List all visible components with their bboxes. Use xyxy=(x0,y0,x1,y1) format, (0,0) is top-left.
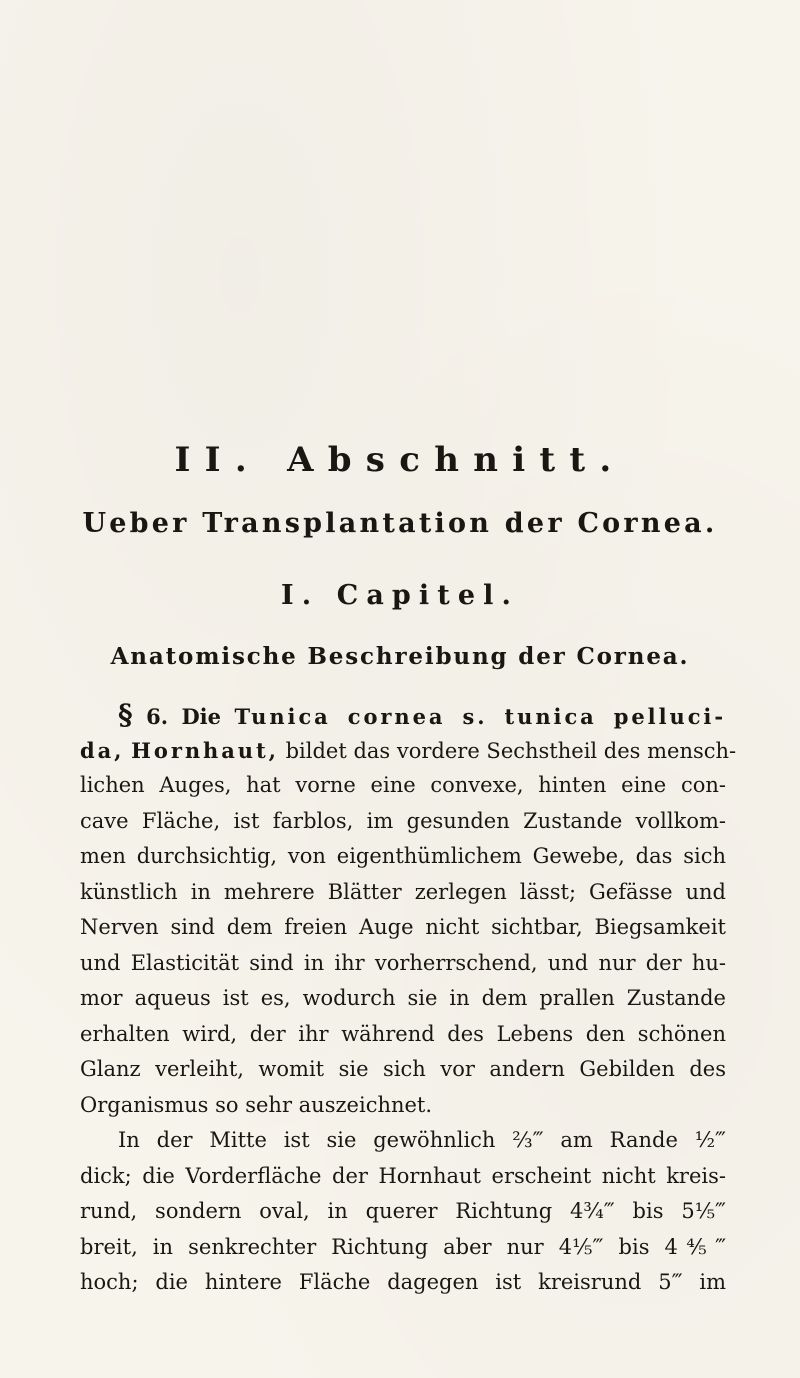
paragraph-line: künstlich in mehrere Blätter zerlegen lässt; Gefässe und xyxy=(80,879,726,904)
measurement xyxy=(681,1199,726,1223)
text-fragment: bildet das vordere Sechstheil des mensch- xyxy=(285,738,737,763)
paragraph-line: mor aqueus ist es, wodurch sie in dem prallen Zustande xyxy=(80,986,726,1010)
paragraph-line: cave Fläche, ist farblos, im gesunden Zustande vollkom- xyxy=(80,808,726,833)
paragraph-line: lichen Auges, hat vorne eine convexe, hinten eine con- xyxy=(80,773,726,797)
paragraph-line xyxy=(80,1123,726,1159)
measurement-fraction: ⅕‴ xyxy=(694,1199,726,1223)
text-fragment: breit, in senkrechter Richtung aber nur xyxy=(80,1234,544,1259)
paragraph-line: Organismus so sehr auszeichnet. xyxy=(80,1092,433,1117)
measurement-fraction: ⅘‴ xyxy=(677,1234,726,1259)
measurement-number: 4 xyxy=(558,1234,573,1259)
measurement xyxy=(559,1235,604,1259)
measurement: ⅔‴ xyxy=(512,1128,544,1152)
body-text xyxy=(80,697,737,1301)
measurement: ½‴ xyxy=(694,1128,726,1152)
chapter-heading: I. Capitel. xyxy=(281,580,519,611)
measurement xyxy=(665,1235,726,1259)
paragraph-line xyxy=(80,1230,726,1266)
text-fragment: In der Mitte ist sie gewöhnlich xyxy=(118,1128,496,1152)
section-heading: II. Abschnitt. xyxy=(174,440,626,480)
paragraph-line xyxy=(80,1194,726,1230)
text-fragment: bis xyxy=(618,1234,650,1259)
paragraph-line: Glanz verleiht, womit sie sich vor andern Gebilden des xyxy=(80,1057,726,1081)
paragraph-line xyxy=(80,697,726,733)
page-title: Ueber Transplantation der Cornea. xyxy=(82,508,718,539)
chapter-subtitle: Anatomische Beschreibung der Cornea. xyxy=(110,643,690,670)
measurement: 5‴ xyxy=(658,1270,683,1294)
text-fragment: hoch; die hintere Fläche dagegen ist kreisrund xyxy=(80,1270,642,1294)
paragraph-line xyxy=(80,733,737,769)
text-fragment: bis xyxy=(632,1199,664,1223)
paragraph-line xyxy=(80,1265,726,1301)
paragraph-line: dick; die Vorderfläche der Hornhaut erscheint nicht kreis- xyxy=(80,1163,726,1188)
text-fragment: am Rande xyxy=(560,1128,678,1152)
measurement-number: 5 xyxy=(681,1199,695,1223)
text-fragment: Die xyxy=(181,704,222,729)
measurement-fraction: ⅕‴ xyxy=(572,1234,604,1259)
paragraph-line: erhalten wird, der ihr während des Lebens den schönen xyxy=(80,1021,726,1046)
paragraph-line: Nerven sind dem freien Auge nicht sichtbar, Biegsamkeit xyxy=(80,915,726,939)
section-number: 6. xyxy=(146,704,169,729)
term-german: Hornhaut, xyxy=(131,737,279,763)
paragraph-line: men durchsichtig, von eigenthümlichem Gewebe, das sich xyxy=(80,844,726,868)
measurement-fraction: ¾‴ xyxy=(583,1199,615,1223)
measurement-number: 4 xyxy=(664,1234,678,1259)
measurement xyxy=(570,1199,615,1223)
section-mark: § xyxy=(118,698,133,731)
text-fragment: rund, sondern oval, in querer Richtung xyxy=(80,1199,553,1223)
term-latin-end: da, xyxy=(80,737,125,763)
paragraph-line: und Elasticität sind in ihr vorherrschend, und nur der hu- xyxy=(80,950,726,975)
text-fragment: im xyxy=(699,1270,726,1294)
measurement-number: 4 xyxy=(570,1199,584,1223)
term-latin: Tunica cornea s. tunica pelluci- xyxy=(234,704,726,729)
